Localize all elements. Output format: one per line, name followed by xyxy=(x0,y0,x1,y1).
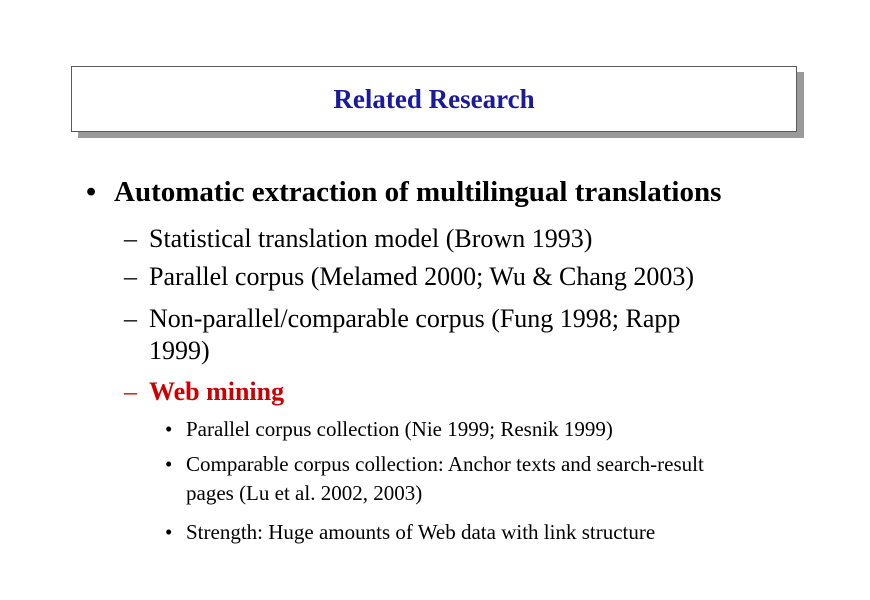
sub-point-statistical: Statistical translation model (Brown 1993) xyxy=(149,224,593,253)
bullet-icon: • xyxy=(86,176,97,208)
slide-title: Related Research xyxy=(333,83,535,114)
sub-point-comparable-cont: 1999) xyxy=(149,336,210,365)
dash-icon: – xyxy=(124,262,137,291)
web-point-strength: Strength: Huge amounts of Web data with link structure xyxy=(186,520,656,544)
web-point-comparable-cont: pages (Lu et al. 2002, 2003) xyxy=(186,481,423,505)
sub-point-comparable: Non-parallel/comparable corpus (Fung 1998; Rapp xyxy=(149,304,681,333)
web-point-comparable: Comparable corpus collection: Anchor texts and search-result xyxy=(186,452,704,476)
sub-point-web-mining: Web mining xyxy=(149,377,285,406)
web-point-parallel: Parallel corpus collection (Nie 1999; Resnik 1999) xyxy=(186,417,613,441)
sub-point-parallel: Parallel corpus (Melamed 2000; Wu & Chang 2003) xyxy=(149,262,695,291)
bullet-icon: • xyxy=(165,417,173,441)
main-point: Automatic extraction of multilingual translations xyxy=(114,176,722,208)
dash-icon: – xyxy=(124,377,137,406)
dash-icon: – xyxy=(124,224,137,253)
bullet-icon: • xyxy=(165,452,173,476)
bullet-icon: • xyxy=(165,520,173,544)
dash-icon: – xyxy=(124,304,137,333)
